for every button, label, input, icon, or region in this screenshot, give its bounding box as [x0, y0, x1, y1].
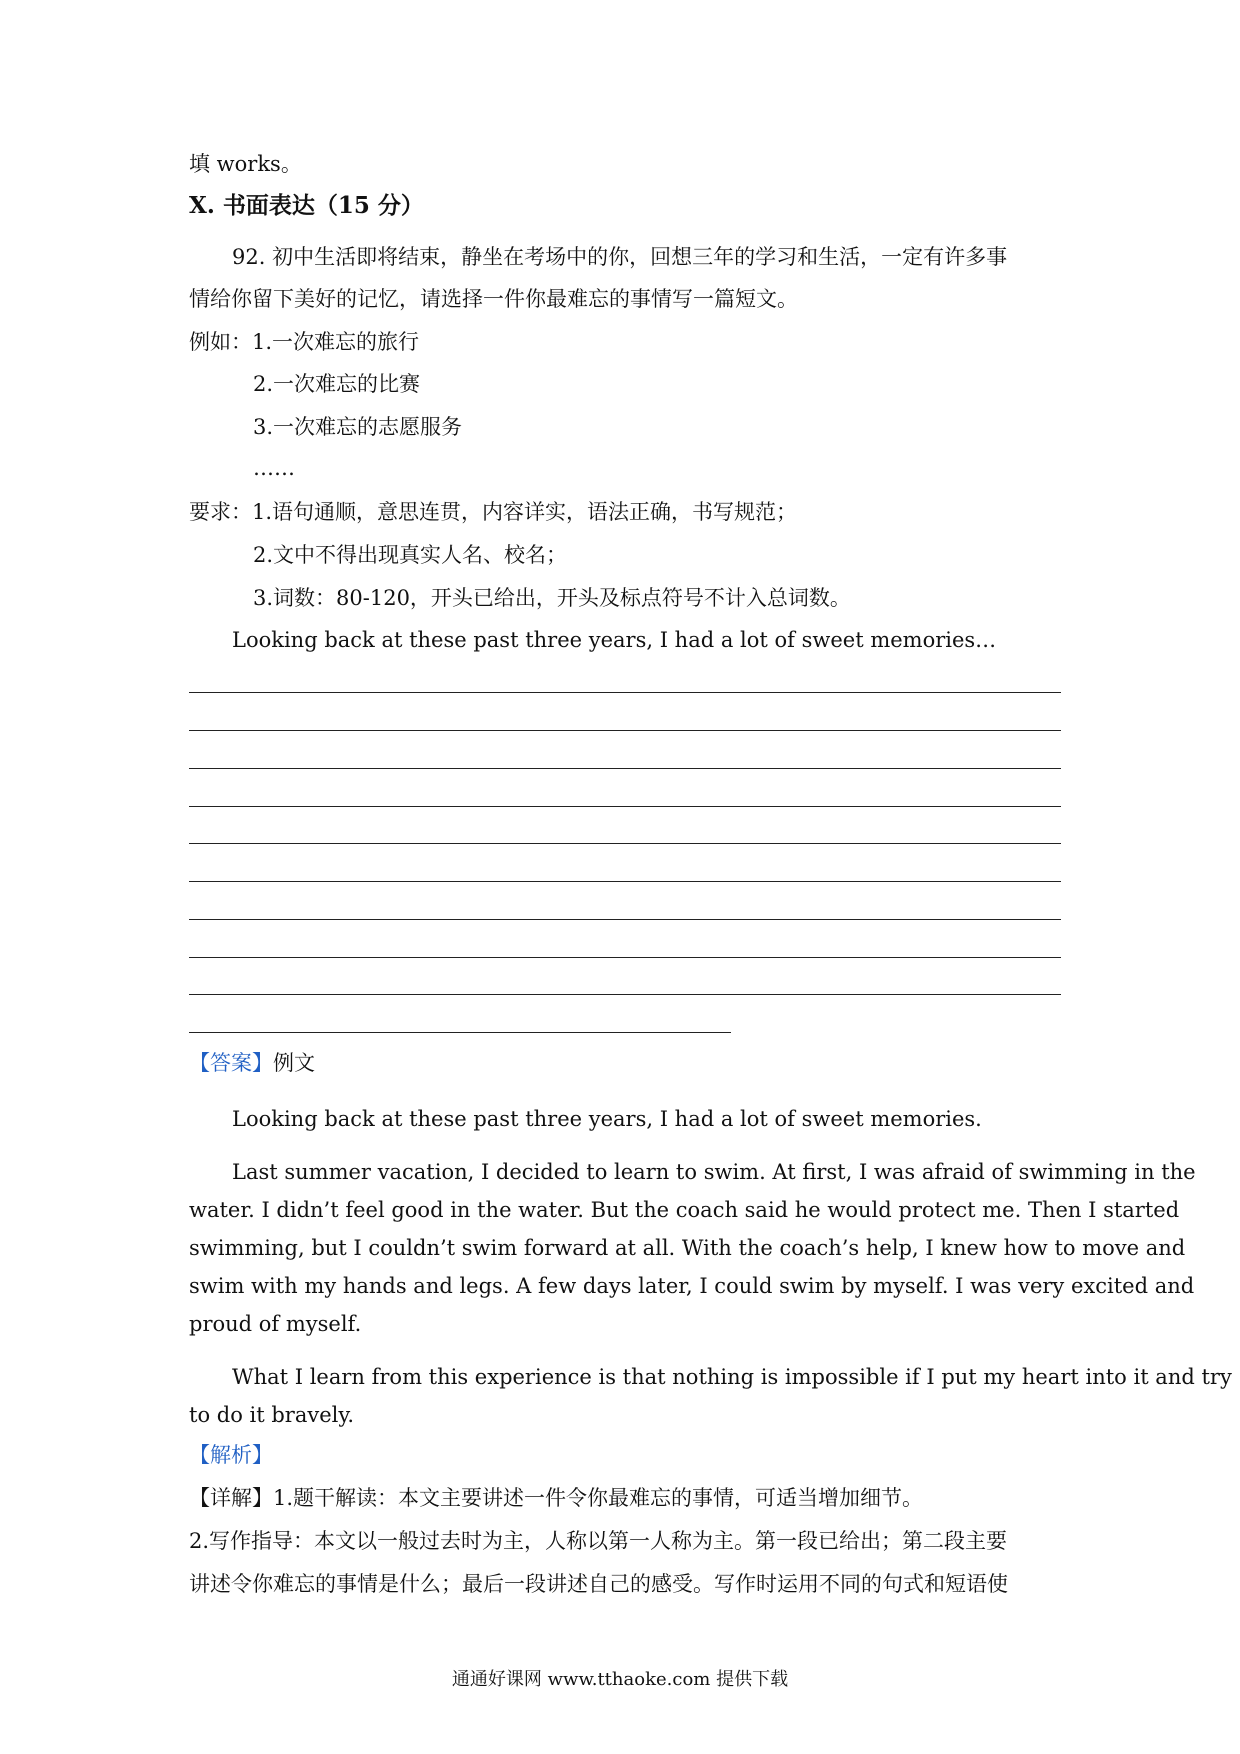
analysis-guide-line-2: 讲述令你难忘的事情是什么；最后一段讲述自己的感受。写作时运用不同的句式和短语使 [189, 1572, 1008, 1596]
writing-line [189, 730, 1061, 731]
answer-paragraph-3-line: to do it bravely. [189, 1403, 355, 1427]
answer-paragraph-1: Looking back at these past three years, I had a lot of sweet memories. [232, 1107, 982, 1131]
answer-paragraph-2-line: proud of myself. [189, 1312, 362, 1336]
example-item: …… [253, 456, 295, 480]
top-fragment: 填 works。 [189, 152, 302, 176]
question-line-2: 情给你留下美好的记忆，请选择一件你最难忘的事情写一篇短文。 [189, 287, 798, 311]
requirement-item: 1.语句通顺，意思连贯，内容详实，语法正确，书写规范； [252, 500, 798, 524]
writing-line [189, 843, 1061, 844]
answer-paragraph-3-line: What I learn from this experience is that nothing is impossible if I put my heart into it and try [232, 1365, 1232, 1389]
analysis-tag: 【解析】 [189, 1443, 273, 1467]
answer-paragraph-2-line: water. I didn’t feel good in the water. But the coach said he would protect me. Then I started [189, 1198, 1180, 1222]
examples-row-1 [189, 328, 419, 356]
writing-line [189, 994, 1061, 995]
requirement-item: 2.文中不得出现真实人名、校名； [253, 543, 568, 567]
example-item: 3.一次难忘的志愿服务 [253, 415, 463, 439]
analysis-guide-line-1: 2.写作指导：本文以一般过去时为主，人称以第一人称为主。第一段已给出；第二段主要 [189, 1529, 1008, 1553]
writing-line [189, 881, 1061, 882]
answer-heading [189, 1049, 315, 1077]
writing-line [189, 768, 1061, 769]
writing-line [189, 1032, 731, 1033]
writing-line [189, 957, 1061, 958]
writing-line [189, 692, 1061, 693]
answer-paragraph-2-line: swimming, but I couldn’t swim forward at all. With the coach’s help, I knew how to move and [189, 1236, 1186, 1260]
question-line-1: 92. 初中生活即将结束，静坐在考场中的你，回想三年的学习和生活，一定有许多事 [232, 245, 1008, 269]
detail-text: 1.题干解读：本文主要讲述一件令你最难忘的事情，可适当增加细节。 [273, 1486, 924, 1510]
example-item: 1.一次难忘的旅行 [252, 330, 420, 354]
detail-tag: 【详解】 [189, 1486, 273, 1510]
analysis-detail [189, 1484, 923, 1512]
page-footer: 通通好课网 www.tthaoke.com 提供下载 [451, 1669, 789, 1690]
answer-tag: 【答案】 [189, 1051, 273, 1075]
answer-paragraph-2-line: swim with my hands and legs. A few days later, I could swim by myself. I was very excited and [189, 1274, 1195, 1298]
requirement-item: 3.词数：80-120，开头已给出，开头及标点符号不计入总词数。 [253, 586, 851, 610]
section-title: X. 书面表达（15 分） [189, 192, 424, 219]
essay-opening: Looking back at these past three years, I had a lot of sweet memories… [232, 628, 997, 652]
answer-tag-suffix: 例文 [273, 1051, 315, 1075]
examples-label: 例如： [189, 330, 252, 354]
writing-line [189, 806, 1061, 807]
answer-paragraph-2-line: Last summer vacation, I decided to learn to swim. At first, I was afraid of swimming in the [232, 1160, 1196, 1184]
requirements-row-1 [189, 498, 797, 526]
writing-line [189, 919, 1061, 920]
example-item: 2.一次难忘的比赛 [253, 372, 421, 396]
requirements-label: 要求： [189, 500, 252, 524]
